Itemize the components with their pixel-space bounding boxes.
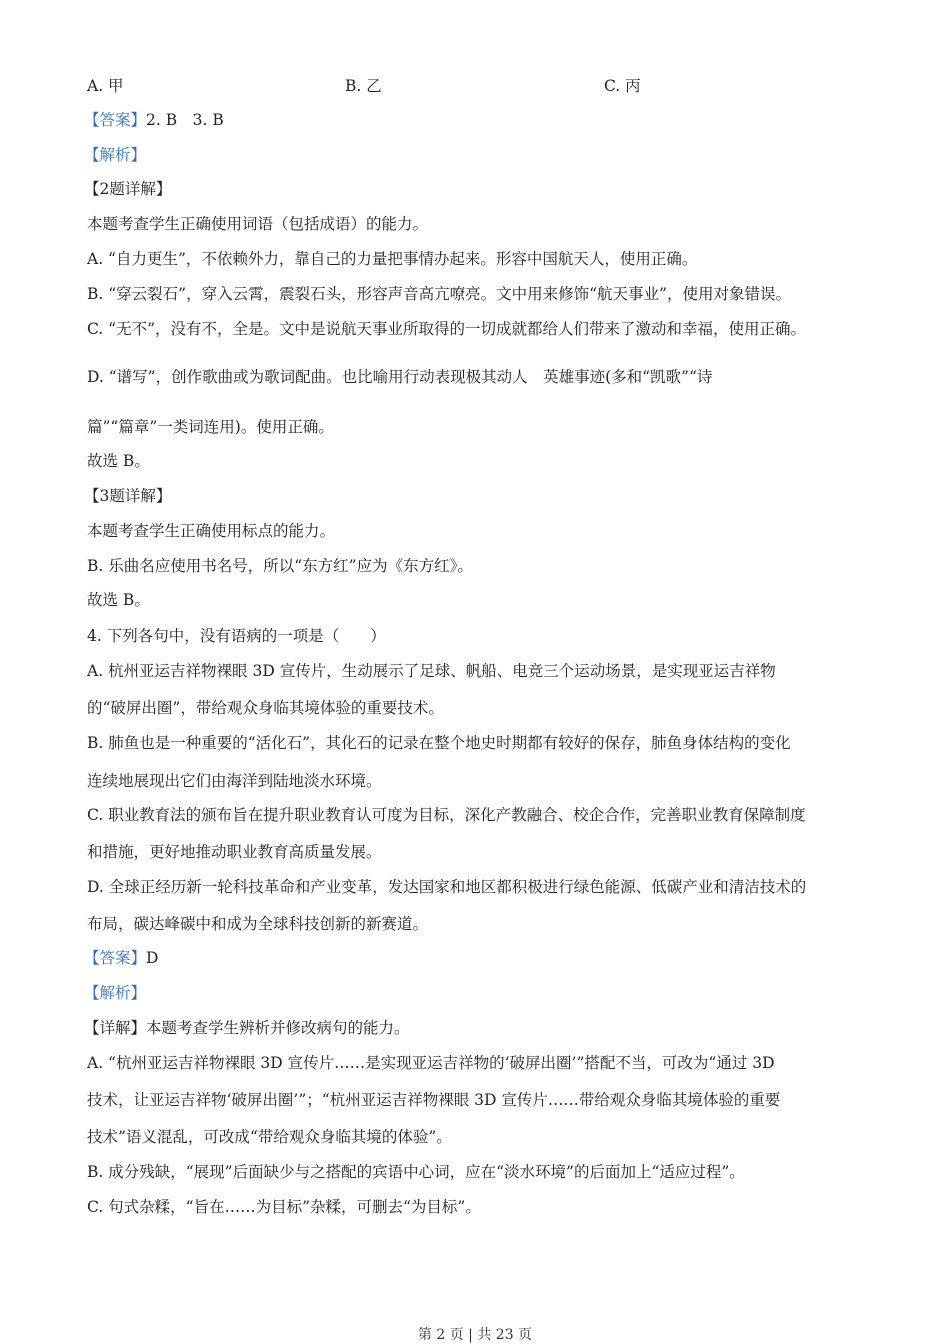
option-a: A. 甲 bbox=[87, 77, 124, 95]
detail-line: 技术，让亚运吉祥物‘破屏出圈’”；“杭州亚运吉祥物裸眼 3D 宣传片……带给观众身临其境体验的重要 bbox=[87, 1091, 781, 1109]
q2-line: 本题考查学生正确使用词语（包括成语）的能力。 bbox=[87, 215, 429, 233]
answer-line bbox=[84, 110, 224, 130]
q2-line: D. “谱写”，创作歌曲或为歌词配曲。也比喻用行动表现极其动人 英雄事迹(多和“凯歌”“诗 bbox=[87, 368, 713, 386]
q4-line: 和措施，更好地推动职业教育高质量发展。 bbox=[87, 843, 382, 861]
detail-line: B. 成分残缺，“展现”后面缺少与之搭配的宾语中心词，应在“淡水环境”的后面加上“适应过程”。 bbox=[87, 1163, 745, 1181]
q4-line: 连续地展现出它们由海洋到陆地淡水环境。 bbox=[87, 772, 382, 790]
q4-stem: 4. 下列各句中，没有语病的一项是（ ） bbox=[87, 627, 386, 645]
q2-heading: 【2题详解】 bbox=[84, 180, 172, 198]
q4-line: B. 肺鱼也是一种重要的“活化石”，其化石的记录在整个地史时期都有较好的保存，肺鱼身体结构的变化 bbox=[87, 734, 791, 752]
answer-line bbox=[84, 948, 158, 968]
detail-line: C. 句式杂糅，“旨在……为目标”杂糅，可删去“为目标”。 bbox=[87, 1198, 481, 1216]
analysis-tag: 【解析】 bbox=[84, 146, 147, 164]
q2-conclusion: 故选 B。 bbox=[87, 452, 150, 470]
answer-text: D bbox=[146, 949, 159, 967]
q2-line: 篇”“篇章”一类词连用)。使用正确。 bbox=[87, 418, 334, 436]
detail-line: 技术”语义混乱，可改成“带给观众身临其境的体验”。 bbox=[87, 1128, 452, 1146]
q2-line: A. “自力更生”，不依赖外力，靠自己的力量把事情办起来。形容中国航天人，使用正确。 bbox=[87, 250, 698, 268]
q4-line: 布局，碳达峰碳中和成为全球科技创新的新赛道。 bbox=[87, 915, 429, 933]
q4-line: 的“破屏出圈”，带给观众身临其境体验的重要技术。 bbox=[87, 699, 444, 717]
q4-line: A. 杭州亚运吉祥物裸眼 3D 宣传片，生动展示了足球、帆船、电竞三个运动场景，是实现亚运吉祥物 bbox=[87, 662, 776, 680]
q4-line: C. 职业教育法的颁布旨在提升职业教育认可度为目标，深化产教融合、校企合作，完善职业教育保障制度 bbox=[87, 806, 806, 824]
answer-tag: 【答案】 bbox=[84, 949, 147, 967]
option-b: B. 乙 bbox=[345, 77, 382, 95]
q3-conclusion: 故选 B。 bbox=[87, 591, 150, 609]
detail-heading: 【详解】本题考查学生辨析并修改病句的能力。 bbox=[84, 1019, 410, 1037]
option-c: C. 丙 bbox=[604, 77, 641, 95]
answer-tag: 【答案】 bbox=[84, 111, 147, 129]
q3-line: B. 乐曲名应使用书名号，所以“东方红”应为《东方红》。 bbox=[87, 557, 473, 575]
answer-text: 2. B 3. B bbox=[146, 111, 224, 129]
detail-line: A. “杭州亚运吉祥物裸眼 3D 宣传片……是实现亚运吉祥物的‘破屏出圈’”搭配不当，可改为“通过 3D bbox=[87, 1054, 775, 1072]
q3-line: 本题考查学生正确使用标点的能力。 bbox=[87, 522, 336, 540]
q2-line: C. “无不”，没有不，全是。文中是说航天事业所取得的一切成就都给人们带来了激动和幸福，使用正确。 bbox=[87, 320, 807, 338]
page-footer: 第 2 页 | 共 23 页 bbox=[417, 1327, 533, 1343]
q4-line: D. 全球正经历新一轮科技革命和产业变革，发达国家和地区都积极进行绿色能源、低碳产业和清洁技术的 bbox=[87, 878, 807, 896]
q2-line: B. “穿云裂石”，穿入云霄，震裂石头，形容声音高亢嘹亮。文中用来修饰“航天事业”，使用对象错误。 bbox=[87, 285, 791, 303]
q3-heading: 【3题详解】 bbox=[84, 487, 172, 505]
analysis-tag: 【解析】 bbox=[84, 984, 147, 1002]
